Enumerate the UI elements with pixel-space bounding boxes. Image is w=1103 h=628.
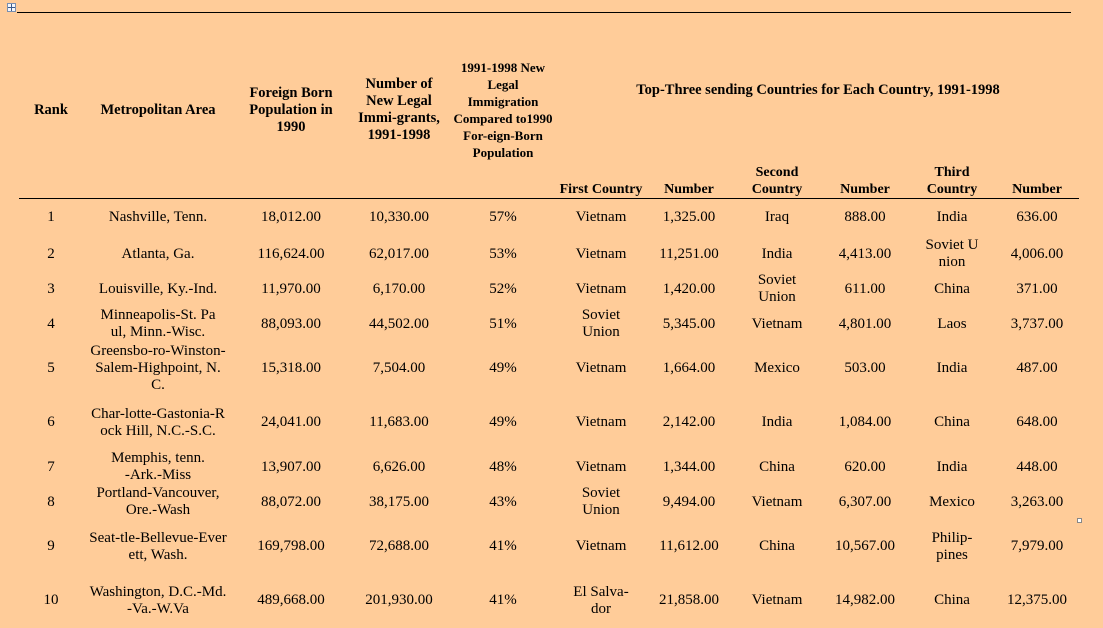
second-country-cell: China	[759, 458, 795, 475]
header-metro: Metropolitan Area	[83, 22, 233, 199]
rank-cell: 1	[47, 209, 55, 226]
first-number-cell: 1,420.00	[662, 280, 716, 297]
header-top-three: Top-Three sending Countries for Each Country, 1991-1998	[636, 81, 1000, 98]
percent-cell: 53%	[489, 245, 517, 262]
first-number-cell: 9,494.00	[662, 493, 716, 510]
third-number-cell: 371.00	[1016, 280, 1058, 297]
foreign-born-cell: 88,072.00	[261, 493, 321, 510]
third-number-cell: 487.00	[1016, 360, 1058, 376]
second-number-cell: 4,413.00	[838, 245, 892, 262]
metro-cell: Nashville, Tenn.	[108, 209, 208, 226]
third-country-cell: China	[934, 414, 970, 430]
first-number-cell: 11,612.00	[659, 538, 719, 554]
rank-cell: 6	[47, 414, 55, 430]
first-number-cell: 21,858.00	[659, 592, 719, 608]
second-country-cell: Vietnam	[751, 493, 803, 510]
first-country-cell: Vietnam	[575, 360, 627, 376]
third-country-cell: Soviet Union	[925, 237, 979, 270]
metro-cell: Char-lotte-Gastonia-Rock Hill, N.C.-S.C.	[91, 405, 225, 439]
header-foreign-born: Foreign Born Population in 1990	[233, 22, 349, 199]
second-number-cell: 4,801.00	[838, 315, 892, 332]
table-row	[19, 396, 1079, 450]
rank-cell: 8	[47, 493, 55, 510]
third-country-cell: India	[936, 360, 968, 376]
second-number-cell: 14,982.00	[835, 592, 895, 608]
new-legal-cell: 201,930.00	[365, 592, 433, 608]
header-rank: Rank	[19, 22, 83, 199]
first-country-cell: Soviet Union	[581, 307, 621, 340]
header-number-3: Number	[995, 158, 1079, 199]
first-number-cell: 11,251.00	[659, 245, 719, 262]
third-country-cell: India	[936, 209, 968, 226]
metro-cell: Minneapolis-St. Paul, Minn.-Wisc.	[100, 307, 216, 340]
third-number-cell: 7,979.00	[1010, 538, 1064, 554]
foreign-born-cell: 169,798.00	[257, 538, 325, 554]
foreign-born-cell: 489,668.00	[257, 592, 325, 608]
second-country-cell: China	[759, 538, 795, 554]
new-legal-cell: 62,017.00	[369, 245, 429, 262]
percent-cell: 49%	[489, 414, 517, 430]
header-third-country: Third Country	[909, 158, 995, 199]
rank-cell: 10	[43, 592, 59, 608]
rank-cell: 7	[47, 458, 55, 475]
rank-cell: 4	[47, 315, 55, 332]
first-number-cell: 1,344.00	[662, 458, 716, 475]
second-country-cell: India	[761, 414, 793, 430]
third-number-cell: 4,006.00	[1010, 245, 1064, 262]
new-legal-cell: 6,626.00	[372, 458, 426, 475]
new-legal-cell: 6,170.00	[372, 280, 426, 297]
first-country-cell: El Salva-dor	[573, 583, 629, 617]
first-number-cell: 2,142.00	[662, 414, 716, 430]
first-country-cell: Soviet Union	[581, 485, 621, 518]
metro-cell: Atlanta, Ga.	[121, 245, 195, 262]
percent-cell: 49%	[489, 360, 517, 376]
table-row	[19, 307, 1079, 342]
header-second-country: Second Country	[733, 158, 821, 199]
third-number-cell: 3,737.00	[1010, 315, 1064, 332]
third-country-cell: Laos	[937, 315, 967, 332]
table-row	[19, 272, 1079, 307]
header-new-legal: Number of New Legal Immi-grants, 1991-1998	[349, 22, 449, 199]
new-legal-cell: 38,175.00	[369, 493, 429, 510]
first-country-cell: Vietnam	[575, 538, 627, 554]
table-row	[19, 199, 1079, 237]
percent-cell: 48%	[489, 458, 517, 475]
table-row	[19, 450, 1079, 485]
foreign-born-cell: 18,012.00	[261, 209, 321, 226]
second-country-cell: Soviet Union	[757, 272, 797, 305]
second-country-cell: Mexico	[754, 360, 800, 376]
rank-cell: 3	[47, 280, 55, 297]
table-row	[19, 342, 1079, 396]
third-number-cell: 12,375.00	[1007, 592, 1068, 608]
second-number-cell: 888.00	[844, 209, 886, 226]
third-number-cell: 448.00	[1016, 458, 1058, 475]
third-number-cell: 636.00	[1016, 209, 1058, 226]
foreign-born-cell: 15,318.00	[261, 360, 321, 376]
table-row	[19, 237, 1079, 272]
rank-cell: 5	[47, 360, 55, 376]
second-country-cell: Vietnam	[751, 592, 803, 608]
new-legal-cell: 44,502.00	[369, 315, 429, 332]
first-country-cell: Vietnam	[575, 458, 627, 475]
top-rule	[17, 12, 1071, 13]
foreign-born-cell: 116,624.00	[257, 245, 325, 262]
percent-cell: 41%	[489, 592, 517, 608]
foreign-born-cell: 24,041.00	[261, 414, 321, 430]
metro-cell: Seat-tle-Bellevue-Everett, Wash.	[89, 529, 227, 563]
second-number-cell: 10,567.00	[835, 538, 895, 554]
rank-cell: 2	[47, 245, 55, 262]
third-country-cell: India	[936, 458, 968, 475]
second-number-cell: 6,307.00	[838, 493, 892, 510]
rank-cell: 9	[47, 538, 55, 554]
third-country-cell: China	[934, 592, 970, 608]
foreign-born-cell: 88,093.00	[261, 315, 321, 332]
second-number-cell: 620.00	[844, 458, 886, 475]
metro-cell: Portland-Vancouver, Ore.-Wash	[96, 485, 220, 518]
foreign-born-cell: 13,907.00	[261, 458, 321, 475]
header-number-1: Number	[645, 158, 733, 199]
percent-cell: 43%	[489, 493, 517, 510]
table-row	[19, 574, 1079, 628]
percent-cell: 57%	[489, 209, 517, 226]
second-country-cell: Vietnam	[751, 315, 803, 332]
metro-cell: Greensbo-ro-Winston-Salem-Highpoint, N.C.	[90, 343, 226, 393]
third-number-cell: 3,263.00	[1010, 493, 1064, 510]
metro-cell: Louisville, Ky.-Ind.	[98, 280, 218, 297]
percent-cell: 51%	[489, 315, 517, 332]
percent-cell: 52%	[489, 280, 517, 297]
new-legal-cell: 11,683.00	[369, 414, 429, 430]
header-compared: 1991-1998 New Legal Immigration Compared to1990 For-eign-Born Population	[449, 22, 557, 199]
first-number-cell: 5,345.00	[662, 315, 716, 332]
third-country-cell: China	[934, 280, 970, 297]
table-move-handle-icon[interactable]	[7, 3, 16, 12]
first-country-cell: Vietnam	[575, 209, 627, 226]
first-country-cell: Vietnam	[575, 280, 627, 297]
second-country-cell: India	[761, 245, 793, 262]
header-first-country: First Country	[557, 158, 645, 199]
third-country-cell: Philip-pines	[931, 529, 973, 563]
second-number-cell: 1,084.00	[838, 414, 892, 430]
header-number-2: Number	[821, 158, 909, 199]
second-number-cell: 611.00	[844, 280, 886, 297]
first-country-cell: Vietnam	[575, 245, 627, 262]
table-row	[19, 485, 1079, 520]
second-number-cell: 503.00	[844, 360, 886, 376]
new-legal-cell: 10,330.00	[369, 209, 429, 226]
foreign-born-cell: 11,970.00	[261, 280, 321, 297]
third-number-cell: 648.00	[1016, 414, 1058, 430]
table-row	[19, 520, 1079, 574]
new-legal-cell: 72,688.00	[369, 538, 429, 554]
immigration-table	[19, 22, 1079, 628]
metro-cell: Memphis, tenn.-Ark.-Miss	[111, 450, 205, 483]
third-country-cell: Mexico	[929, 493, 975, 510]
first-number-cell: 1,325.00	[662, 209, 716, 226]
new-legal-cell: 7,504.00	[372, 360, 426, 376]
first-country-cell: Vietnam	[575, 414, 627, 430]
first-number-cell: 1,664.00	[662, 360, 716, 376]
metro-cell: Washington, D.C.-Md.-Va.-W.Va	[89, 583, 227, 617]
percent-cell: 41%	[489, 538, 517, 554]
second-country-cell: Iraq	[764, 209, 790, 226]
